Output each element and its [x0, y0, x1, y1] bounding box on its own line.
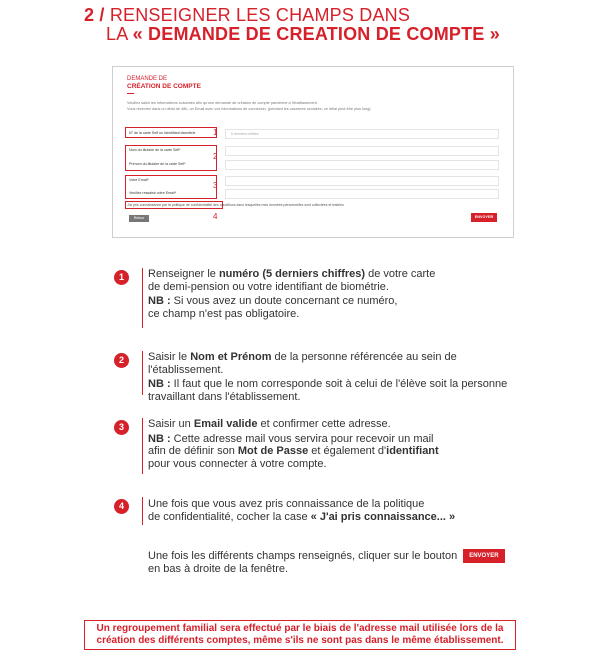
header-line-2-prefix: LA: [106, 24, 133, 44]
step-3-text: Saisir un Email valide et confirmer cette adresse. NB : Cette adresse mail vous servira pour recevoir un mail afin de définir son Mot de Passe et également d'identifiant pour vous connecter à votre compte.: [148, 418, 439, 470]
final-line-1: Une fois les différents champs renseignés, cliquer sur le bouton: [148, 549, 458, 562]
step-4: [114, 497, 534, 527]
step-2-badge: 2: [114, 353, 129, 368]
field-label-email: Votre Email*: [129, 178, 149, 182]
marker-2: 2: [213, 152, 218, 161]
field-label-email-confirm: Veuillez ressaisir votre Email*: [129, 191, 177, 195]
final-line-2: en bas à droite de la fenêtre.: [148, 563, 289, 575]
form-screenshot: [112, 66, 514, 238]
form-intro: [127, 100, 487, 112]
email-confirm-input[interactable]: [225, 189, 499, 199]
warning-line-2: création des différents comptes, même s'ils ne sont pas dans le même établissement.: [96, 635, 504, 646]
marker-4: 4: [213, 212, 218, 221]
form-title: CRÉATION DE COMPTE: [127, 83, 201, 90]
step-divider: [142, 418, 143, 474]
step-3-badge: 3: [114, 420, 129, 435]
step-2-text: Saisir le Nom et Prénom de la personne référencée au sein de l'établissement. NB : Il faut que le nom corresponde soit à celui de l'élève soit la personne travaillant dans l'établissement.: [148, 351, 508, 403]
lastname-input[interactable]: [225, 146, 499, 156]
step-1-badge: 1: [114, 270, 129, 285]
firstname-input[interactable]: [225, 160, 499, 170]
step-divider: [142, 351, 143, 395]
header-line-2-bold: « DEMANDE DE CREATION DE COMPTE »: [132, 24, 500, 44]
section-header: [84, 6, 500, 44]
section-number: 2 /: [84, 5, 105, 25]
final-instruction: [148, 549, 528, 576]
title-underline: [127, 93, 134, 94]
warning-line-1: Un regroupement familial sera effectué par le biais de l'adresse mail utilisée lors de la: [96, 623, 504, 634]
step-divider: [142, 497, 143, 525]
email-input[interactable]: [225, 176, 499, 186]
intro-line-1: Veuillez saisir les informations suivantes afin qu'une demande de création de compte parvienne à l'établissement.: [127, 101, 318, 105]
field-label-card: N° de la carte Self ou Identifiant biométrie: [129, 131, 196, 135]
field-label-lastname: Nom du titulaire de la carte Self*: [129, 148, 181, 152]
step-4-text: Une fois que vous avez pris connaissance de la politique de confidentialité, cocher la case « J'ai pris connaissance... »: [148, 498, 456, 523]
header-line-1: RENSEIGNER LES CHAMPS DANS: [104, 5, 411, 25]
step-1: [114, 268, 534, 330]
send-button-sample: ENVOYER: [463, 549, 504, 563]
field-label-firstname: Prénom du titulaire de la carte Self*: [129, 162, 186, 166]
step-4-badge: 4: [114, 499, 129, 514]
step-1-text: Renseigner le numéro (5 derniers chiffres) de votre carte de demi-pension ou votre identifiant de biométrie. NB : Si vous avez un doute concernant ce numéro, ce champ n'est pas obligatoire.: [148, 268, 436, 320]
marker-3: 3: [213, 181, 218, 190]
step-2: [114, 351, 534, 403]
step-divider: [142, 268, 143, 328]
intro-line-2: Vous recevrez dans un délai de 48h, un Email avec vos informations de connexion. (pendant les vacances scolaires, ce délai peut être plus long): [127, 107, 371, 111]
form-title-small: DEMANDE DE: [127, 76, 168, 82]
back-button[interactable]: Retour: [129, 215, 149, 222]
card-number-placeholder: 5 derniers chiffres: [231, 132, 259, 136]
marker-1: 1: [213, 128, 218, 137]
warning-box: [84, 620, 516, 650]
send-button[interactable]: ENVOYER: [471, 213, 497, 222]
consent-text[interactable]: J'ai pris connaissance par la politique de confidentialité des conditions dans lesquelles mes données personnelles sont collectées et traitées: [127, 203, 344, 207]
step-3: [114, 418, 534, 476]
card-number-input[interactable]: [225, 129, 499, 139]
